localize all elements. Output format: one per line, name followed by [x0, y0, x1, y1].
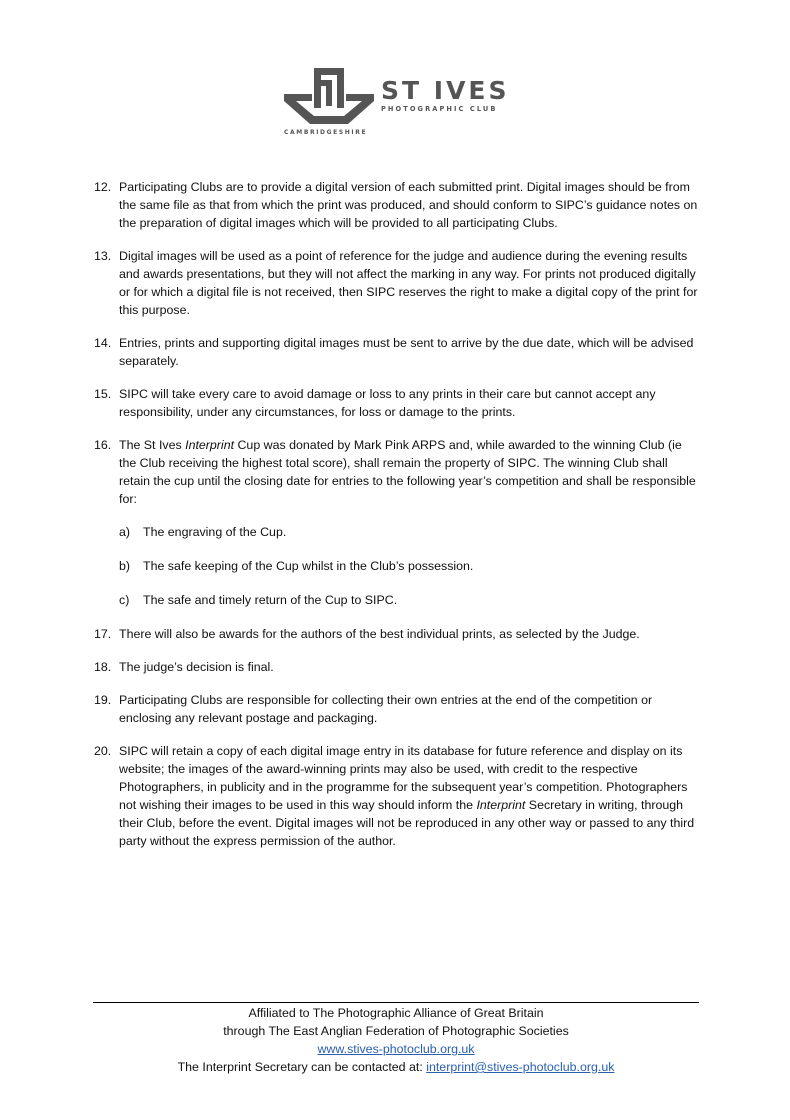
item-text: Participating Clubs are responsible for collecting their own entries at the end of the competition or enclosing any relevant postage and packaging. — [119, 693, 653, 725]
item-number: 15. — [94, 387, 112, 401]
sub-item-label: b) — [119, 559, 131, 573]
sub-list-item — [94, 523, 698, 541]
sub-item-text: The safe keeping of the Cup whilst in the Club’s possession. — [143, 559, 474, 573]
footer-contact — [93, 1058, 699, 1076]
sub-list-item — [94, 591, 698, 609]
website-link[interactable]: www.stives-photoclub.org.uk — [317, 1042, 475, 1056]
item-text: SIPC will retain a copy of each digital image entry in its database for future reference and display on its website; the images of the award-winning prints may also be used, with credit to the respective Photographers, in publicity and in the programme for the subsequent year’s competition. Photographers not wishing their images to be used in this way should inform the Interprint Secretary in writing, through their Club, before the event. Digital images will not be reproduced in any other way or passed to any third party without the express permission of the author. — [119, 744, 695, 848]
sub-item-label: c) — [119, 593, 130, 607]
sub-item-label: a) — [119, 525, 131, 539]
item-number: 16. — [94, 438, 112, 452]
item-number: 12. — [94, 180, 112, 194]
list-item — [94, 334, 698, 370]
rules-list — [94, 178, 698, 865]
list-item — [94, 691, 698, 727]
logo-title: ST IVES — [381, 76, 510, 105]
list-item — [94, 385, 698, 421]
footer-affiliation: Affiliated to The Photographic Alliance of Great Britain — [248, 1006, 544, 1020]
list-item — [94, 625, 698, 643]
item-number: 18. — [94, 660, 112, 674]
list-item — [94, 247, 698, 319]
footer-federation: through The East Anglian Federation of Photographic Societies — [223, 1024, 569, 1038]
sub-item-text: The engraving of the Cup. — [143, 525, 287, 539]
item-number: 19. — [94, 693, 112, 707]
item-number: 14. — [94, 336, 112, 350]
sub-list-item — [94, 557, 698, 575]
item-number: 13. — [94, 249, 112, 263]
bridge-logo-icon — [284, 66, 374, 124]
list-item — [94, 178, 698, 232]
list-item — [94, 436, 698, 508]
contact-prefix: The Interprint Secretary can be contacted at: — [177, 1060, 427, 1074]
list-item — [94, 742, 698, 850]
item-text: The St Ives Interprint Cup was donated by Mark Pink ARPS and, while awarded to the winning Club (ie the Club receiving the highest total score), shall remain the property of SIPC. The winning Club shall retain the cup until the closing date for entries to the following year’s competition and shall be responsible for: — [119, 438, 696, 506]
item-text: Digital images will be used as a point of reference for the judge and audience during the evening results and awards presentations, but they will not affect the marking in any way. For prints not produced digitally or for which a digital file is not received, then SIPC reserves the right to make a digital copy of the print for this purpose. — [119, 249, 698, 317]
list-item — [94, 658, 698, 676]
footer-divider — [93, 1002, 699, 1003]
item-text: Entries, prints and supporting digital images must be sent to arrive by the due date, which will be advised separately. — [119, 336, 694, 368]
item-text: The judge’s decision is final. — [119, 660, 274, 674]
item-number: 17. — [94, 627, 112, 641]
logo-subtitle: PHOTOGRAPHIC CLUB — [381, 105, 498, 113]
item-text: There will also be awards for the authors of the best individual prints, as selected by the Judge. — [119, 627, 640, 641]
sub-item-text: The safe and timely return of the Cup to SIPC. — [143, 593, 398, 607]
club-logo — [284, 66, 524, 142]
item-text: SIPC will take every care to avoid damage or loss to any prints in their care but cannot accept any responsibility, under any circumstances, for loss or damage to the prints. — [119, 387, 656, 419]
footer — [93, 1004, 699, 1076]
logo-county: CAMBRIDGESHIRE — [284, 129, 368, 136]
item-text: Participating Clubs are to provide a digital version of each submitted print. Digital images should be from the same file as that from which the print was produced, and should conform to SIPC’s guidance notes on the preparation of digital images which will be provided to all participating Clubs. — [119, 180, 698, 230]
email-link[interactable]: interprint@stives-photoclub.org.uk — [426, 1060, 615, 1074]
item-number: 20. — [94, 744, 112, 758]
